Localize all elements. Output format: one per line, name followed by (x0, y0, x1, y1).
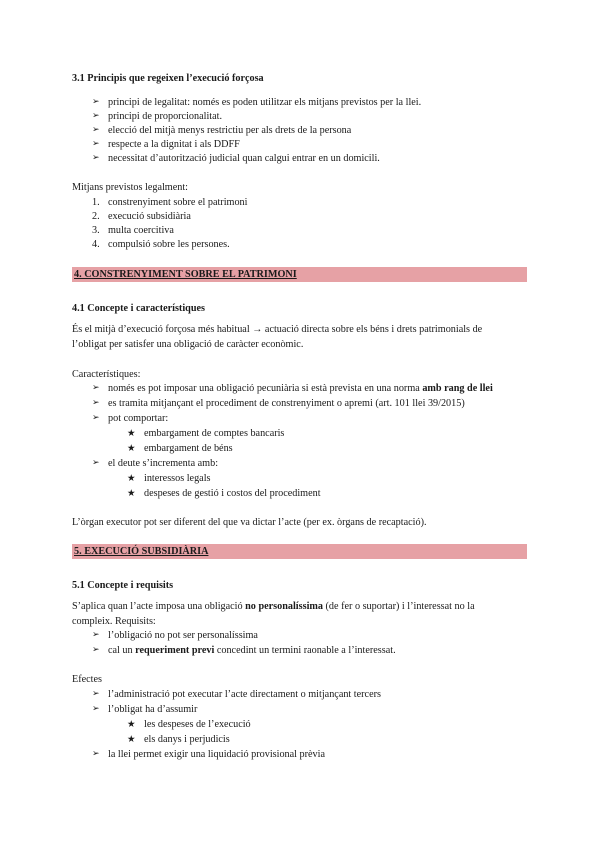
paragraph-line: compleix. Requisits: (72, 616, 156, 627)
star-bullet-icon: ★ (127, 734, 136, 745)
paragraph-text: S’aplica quan l’acte imposa una obligació (72, 601, 246, 612)
closing-paragraph: L’òrgan executor pot ser diferent del que va dictar l’acte (per ex. òrgans de recaptació). (72, 517, 427, 528)
arrow-bullet-icon: ➢ (92, 398, 100, 408)
list-number: 3. (92, 225, 100, 236)
section-5-1-title: 5.1 Concepte i requisits (72, 580, 174, 591)
list-number: 2. (92, 211, 100, 222)
sub-list-item: embargament de comptes bancaris (144, 428, 285, 439)
arrow-bullet-icon: ➢ (92, 97, 100, 107)
list-item: el deute s’incrementa amb: (108, 458, 219, 469)
list-item: necessitat d’autorització judicial quan calgui entrar en un domicili. (108, 153, 380, 164)
features-intro: Característiques: (72, 369, 141, 380)
arrow-bullet-icon: ➢ (92, 689, 100, 699)
section-5-heading: 5. EXECUCIÓ SUBSIDIÀRIA (74, 546, 209, 557)
sub-list-item: interessos legals (144, 473, 211, 484)
list-item: la llei permet exigir una liquidació provisional prèvia (108, 749, 325, 760)
list-item (108, 382, 493, 395)
means-intro: Mitjans previstos legalment: (72, 182, 189, 193)
list-item: multa coercitiva (108, 225, 174, 236)
arrow-bullet-icon: ➢ (92, 704, 100, 714)
list-item-text: només es pot imposar una obligació pecuniària si està prevista en una norma (108, 383, 423, 394)
list-item: compulsió sobre les persones. (108, 239, 230, 250)
arrow-bullet-icon: ➢ (92, 125, 100, 135)
star-bullet-icon: ★ (127, 488, 136, 499)
paragraph-line: És el mitjà d’execució forçosa més habitual → actuació directa sobre els béns i drets patrimonials de (72, 324, 483, 335)
list-item: elecció del mitjà menys restrictiu per als drets de la persona (108, 125, 352, 136)
list-item: l’obligat ha d’assumir (108, 704, 198, 715)
star-bullet-icon: ★ (127, 719, 136, 730)
section-4-1-title: 4.1 Concepte i característiques (72, 303, 205, 314)
arrow-bullet-icon: ➢ (92, 153, 100, 163)
list-item (108, 644, 396, 657)
list-number: 4. (92, 239, 100, 250)
sub-list-item: embargament de béns (144, 443, 233, 454)
list-item: l’administració pot executar l’acte directament o mitjançant tercers (108, 689, 381, 700)
sub-list-item: les despeses de l’execució (144, 719, 251, 730)
arrow-bullet-icon: ➢ (92, 111, 100, 121)
list-item-text: concedint un termini raonable a l’interessat. (214, 645, 396, 656)
list-item: principi de proporcionalitat. (108, 111, 223, 122)
list-item: es tramita mitjançant el procediment de constrenyiment o apremi (art. 101 llei 39/2015) (108, 398, 465, 409)
list-item: constrenyiment sobre el patrimoni (108, 197, 248, 208)
arrow-bullet-icon: ➢ (92, 413, 100, 423)
arrow-bullet-icon: ➢ (92, 383, 100, 393)
arrow-bullet-icon: ➢ (92, 630, 100, 640)
list-item-text: cal un (108, 645, 136, 656)
list-item: l’obligació no pot ser personalíssima (108, 630, 258, 641)
list-item: principi de legalitat: només es poden utilitzar els mitjans previstos per la llei. (108, 97, 422, 108)
arrow-bullet-icon: ➢ (92, 458, 100, 468)
star-bullet-icon: ★ (127, 428, 136, 439)
arrow-bullet-icon: ➢ (92, 749, 100, 759)
arrow-bullet-icon: ➢ (92, 645, 100, 655)
paragraph-line: l’obligat per satisfer una obligació de caràcter econòmic. (72, 339, 304, 350)
list-number: 1. (92, 197, 100, 208)
section-4-heading: 4. CONSTRENYIMENT SOBRE EL PATRIMONI (74, 269, 297, 280)
section-3-1-title: 3.1 Principis que regeixen l’execució forçosa (72, 73, 264, 84)
list-item-bold: amb rang de llei (422, 383, 493, 394)
paragraph-text: (de fer o suportar) i l’interessat no la (322, 601, 475, 612)
paragraph-line (72, 600, 475, 613)
list-item-bold: requeriment previ (135, 645, 215, 656)
arrow-bullet-icon: ➢ (92, 139, 100, 149)
section-4-heading-band (72, 267, 527, 282)
list-item: respecte a la dignitat i als DDFF (108, 139, 240, 150)
sub-list-item: els danys i perjudicis (144, 734, 230, 745)
section-5-heading-band (72, 544, 527, 559)
list-item: pot comportar: (108, 413, 169, 424)
paragraph-bold: no personalíssima (245, 601, 323, 612)
star-bullet-icon: ★ (127, 473, 136, 484)
star-bullet-icon: ★ (127, 443, 136, 454)
list-item: execució subsidiària (108, 211, 191, 222)
sub-list-item: despeses de gestió i costos del procediment (144, 488, 321, 499)
effects-intro: Efectes (72, 674, 102, 685)
